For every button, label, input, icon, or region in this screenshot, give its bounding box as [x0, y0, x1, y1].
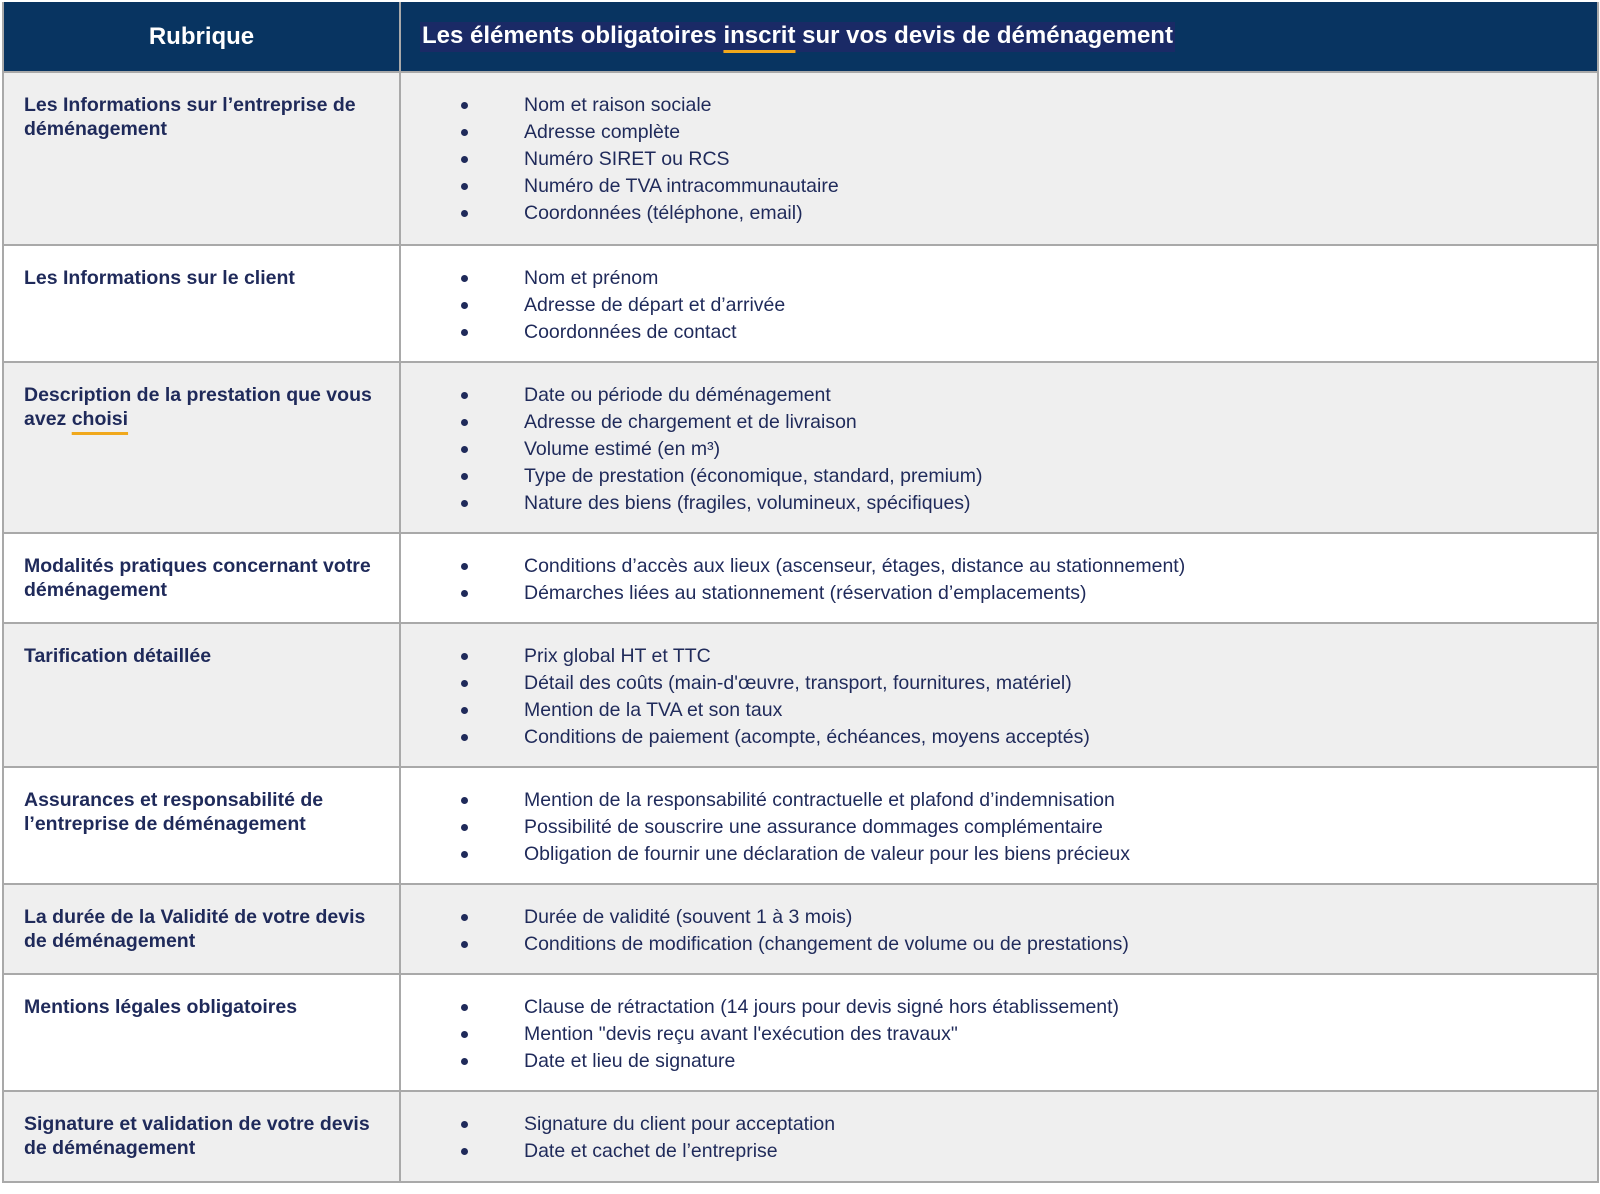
row-items — [401, 975, 1597, 1090]
list-item: Détail des coûts (main-d'œuvre, transport, fournitures, matériel) — [401, 671, 1597, 698]
list-item: Conditions de paiement (acompte, échéances, moyens acceptés) — [401, 725, 1597, 752]
header-text-before: Les éléments obligatoires — [422, 21, 724, 49]
bullet-icon — [461, 156, 468, 163]
bullet-icon — [461, 392, 468, 399]
bullet-icon — [461, 129, 468, 136]
list-item: Nature des biens (fragiles, volumineux, spécifiques) — [401, 491, 1597, 518]
row-title-underlined: choisi — [71, 408, 129, 430]
bullet-icon — [461, 210, 468, 217]
bullet-icon — [461, 329, 468, 336]
list-item: Adresse de départ et d’arrivée — [401, 293, 1597, 320]
bullet-icon — [461, 1004, 468, 1011]
row-title: Tarification détaillée — [4, 624, 401, 766]
row-title — [4, 363, 401, 532]
list-item: Coordonnées de contact — [401, 320, 1597, 347]
bullet-icon — [461, 102, 468, 109]
header-text-underlined: inscrit — [723, 21, 796, 49]
bullet-icon — [461, 941, 468, 948]
list-item: Mention "devis reçu avant l'exécution des travaux" — [401, 1022, 1597, 1049]
bullet-icon — [461, 797, 468, 804]
row-items — [401, 768, 1597, 883]
bullet-icon — [461, 446, 468, 453]
bullet-icon — [461, 653, 468, 660]
table-header — [4, 2, 1597, 73]
bullet-icon — [461, 183, 468, 190]
row-items — [401, 1092, 1597, 1181]
list-item: Prix global HT et TTC — [401, 644, 1597, 671]
table-row — [4, 975, 1597, 1092]
list-item: Adresse de chargement et de livraison — [401, 410, 1597, 437]
bullet-icon — [461, 851, 468, 858]
row-title: Les Informations sur l’entreprise de déménagement — [4, 73, 401, 244]
header-elements — [401, 2, 1597, 71]
bullet-icon — [461, 680, 468, 687]
list-item: Date ou période du déménagement — [401, 383, 1597, 410]
row-items — [401, 363, 1597, 532]
bullet-icon — [461, 500, 468, 507]
list-item: Coordonnées (téléphone, email) — [401, 201, 1597, 228]
list-item: Obligation de fournir une déclaration de valeur pour les biens précieux — [401, 842, 1597, 869]
bullet-icon — [461, 302, 468, 309]
header-rubrique: Rubrique — [4, 2, 401, 71]
row-title: Assurances et responsabilité de l’entreprise de déménagement — [4, 768, 401, 883]
table-row — [4, 73, 1597, 246]
bullet-icon — [461, 275, 468, 282]
table-row — [4, 1092, 1597, 1183]
list-item: Nom et raison sociale — [401, 93, 1597, 120]
list-item: Numéro de TVA intracommunautaire — [401, 174, 1597, 201]
bullet-icon — [461, 914, 468, 921]
bullet-icon — [461, 707, 468, 714]
row-items — [401, 534, 1597, 622]
table-row — [4, 534, 1597, 624]
list-item: Durée de validité (souvent 1 à 3 mois) — [401, 905, 1597, 932]
bullet-icon — [461, 824, 468, 831]
list-item: Mention de la responsabilité contractuelle et plafond d’indemnisation — [401, 788, 1597, 815]
list-item: Mention de la TVA et son taux — [401, 698, 1597, 725]
bullet-icon — [461, 590, 468, 597]
list-item: Numéro SIRET ou RCS — [401, 147, 1597, 174]
bullet-icon — [461, 473, 468, 480]
row-title: Mentions légales obligatoires — [4, 975, 401, 1090]
bullet-icon — [461, 563, 468, 570]
requirements-table — [2, 2, 1599, 1183]
list-item: Conditions de modification (changement de volume ou de prestations) — [401, 932, 1597, 959]
row-items — [401, 73, 1597, 244]
list-item: Type de prestation (économique, standard, premium) — [401, 464, 1597, 491]
bullet-icon — [461, 1121, 468, 1128]
list-item: Clause de rétractation (14 jours pour devis signé hors établissement) — [401, 995, 1597, 1022]
row-title: La durée de la Validité de votre devis de déménagement — [4, 885, 401, 973]
table-row — [4, 246, 1597, 363]
bullet-icon — [461, 734, 468, 741]
list-item: Volume estimé (en m³) — [401, 437, 1597, 464]
list-item: Possibilité de souscrire une assurance dommages complémentaire — [401, 815, 1597, 842]
list-item: Nom et prénom — [401, 266, 1597, 293]
table-row — [4, 768, 1597, 885]
bullet-icon — [461, 419, 468, 426]
list-item: Date et lieu de signature — [401, 1049, 1597, 1076]
header-elements-text — [420, 22, 1175, 52]
table-row — [4, 624, 1597, 768]
list-item: Démarches liées au stationnement (réservation d’emplacements) — [401, 581, 1597, 608]
header-text-after: sur vos devis de déménagement — [795, 21, 1173, 49]
list-item: Adresse complète — [401, 120, 1597, 147]
row-title: Modalités pratiques concernant votre déménagement — [4, 534, 401, 622]
list-item: Date et cachet de l’entreprise — [401, 1139, 1597, 1166]
list-item: Conditions d’accès aux lieux (ascenseur, étages, distance au stationnement) — [401, 554, 1597, 581]
row-items — [401, 246, 1597, 361]
bullet-icon — [461, 1148, 468, 1155]
table-row — [4, 885, 1597, 975]
row-title-before: Description de la prestation que vous avez — [24, 384, 372, 430]
list-item: Signature du client pour acceptation — [401, 1112, 1597, 1139]
bullet-icon — [461, 1031, 468, 1038]
bullet-icon — [461, 1058, 468, 1065]
row-items — [401, 885, 1597, 973]
row-title: Les Informations sur le client — [4, 246, 401, 361]
row-items — [401, 624, 1597, 766]
table-row — [4, 363, 1597, 534]
row-title: Signature et validation de votre devis de déménagement — [4, 1092, 401, 1181]
